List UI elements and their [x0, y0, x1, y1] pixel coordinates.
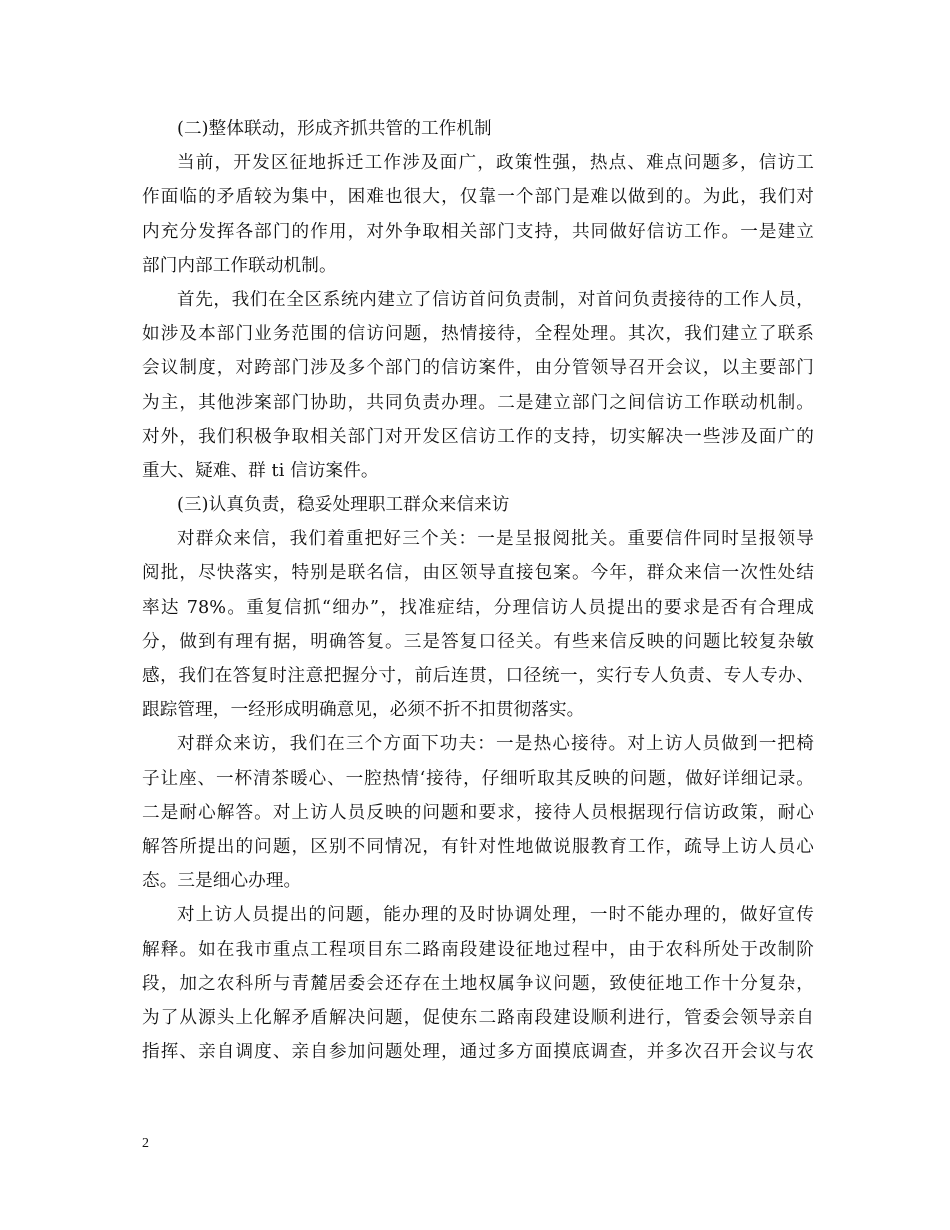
- document-body: [142, 112, 814, 1069]
- text-line: 态。三是细心办理。: [142, 871, 302, 892]
- text-line: 为了从源头上化解矛盾解决问题，促使东二路南段建设顺利进行，管委会领导亲自: [142, 1007, 814, 1028]
- text-line: 当前，开发区征地拆迁工作涉及面广，政策性强，热点、难点问题多，信访工: [177, 153, 814, 174]
- text-line: 部门内部工作联动机制。: [142, 255, 337, 276]
- text-line: 对群众来信，我们着重把好三个关：一是呈报阅批关。重要信件同时呈报领导: [177, 529, 814, 550]
- text-line: (三)认真负责，稳妥处理职工群众来信来访: [177, 495, 510, 516]
- text-line: 首先，我们在全区系统内建立了信访首问负责制，对首问负责接待的工作人员，: [177, 289, 814, 310]
- text-line: 对群众来访，我们在三个方面下功夫：一是热心接待。对上访人员做到一把椅: [177, 734, 814, 755]
- text-line: 作面临的矛盾较为集中，困难也很大，仅靠一个部门是难以做到的。为此，我们对: [142, 187, 814, 208]
- text-line: 指挥、亲自调度、亲自参加问题处理，通过多方面摸底调查，并多次召开会议与农: [142, 1042, 814, 1063]
- text-line: 分，做到有理有据，明确答复。三是答复口径关。有些来信反映的问题比较复杂敏: [142, 631, 814, 652]
- text-line: 如涉及本部门业务范围的信访问题，热情接待，全程处理。其次，我们建立了联系: [142, 324, 814, 345]
- text-line: 跟踪管理，一经形成明确意见，必须不折不扣贯彻落实。: [142, 700, 585, 721]
- text-line: (二)整体联动，形成齐抓共管的工作机制: [177, 119, 492, 139]
- text-line: 对外，我们积极争取相关部门对开发区信访工作的支持，切实解决一些涉及面广的: [142, 426, 814, 447]
- page-number: 2: [142, 1136, 149, 1151]
- text-line: 会议制度，对跨部门涉及多个部门的信访案件，由分管领导召开会议，以主要部门: [142, 358, 814, 379]
- text-line: 解答所提出的问题，区别不同情况，有针对性地做说服教育工作，疏导上访人员心: [142, 836, 814, 857]
- text-line: 重大、疑难、群 ti 信访案件。: [142, 460, 379, 481]
- text-line: 解释。如在我市重点工程项目东二路南段建设征地过程中，由于农科所处于改制阶: [142, 939, 814, 960]
- text-line: 二是耐心解答。对上访人员反映的问题和要求，接待人员根据现行信访政策，耐心: [142, 802, 814, 823]
- text-line: 子让座、一杯清茶暖心、一腔热情‘接待，仔细听取其反映的问题，做好详细记录。: [142, 768, 814, 789]
- text-line: 感，我们在答复时注意把握分寸，前后连贯，口径统一，实行专人负责、专人专办、: [142, 666, 814, 686]
- text-line: 内充分发挥各部门的作用，对外争取相关部门支持，共同做好信访工作。一是建立: [142, 221, 814, 242]
- text-line: 段，加之农科所与青麓居委会还存在土地权属争议问题，致使征地工作十分复杂，: [142, 973, 814, 994]
- text-line: 阅批，尽快落实，特别是联名信，由区领导直接包案。今年，群众来信一次性处结: [142, 563, 814, 584]
- text-line: 对上访人员提出的问题，能办理的及时协调处理，一时不能办理的，做好宣传: [177, 905, 814, 926]
- text-line: 率达 78%。重复信抓“细办”，找准症结，分理信访人员提出的要求是否有合理成: [142, 597, 814, 618]
- text-line: 为主，其他涉案部门协助，共同负责办理。二是建立部门之间信访工作联动机制。: [142, 392, 814, 413]
